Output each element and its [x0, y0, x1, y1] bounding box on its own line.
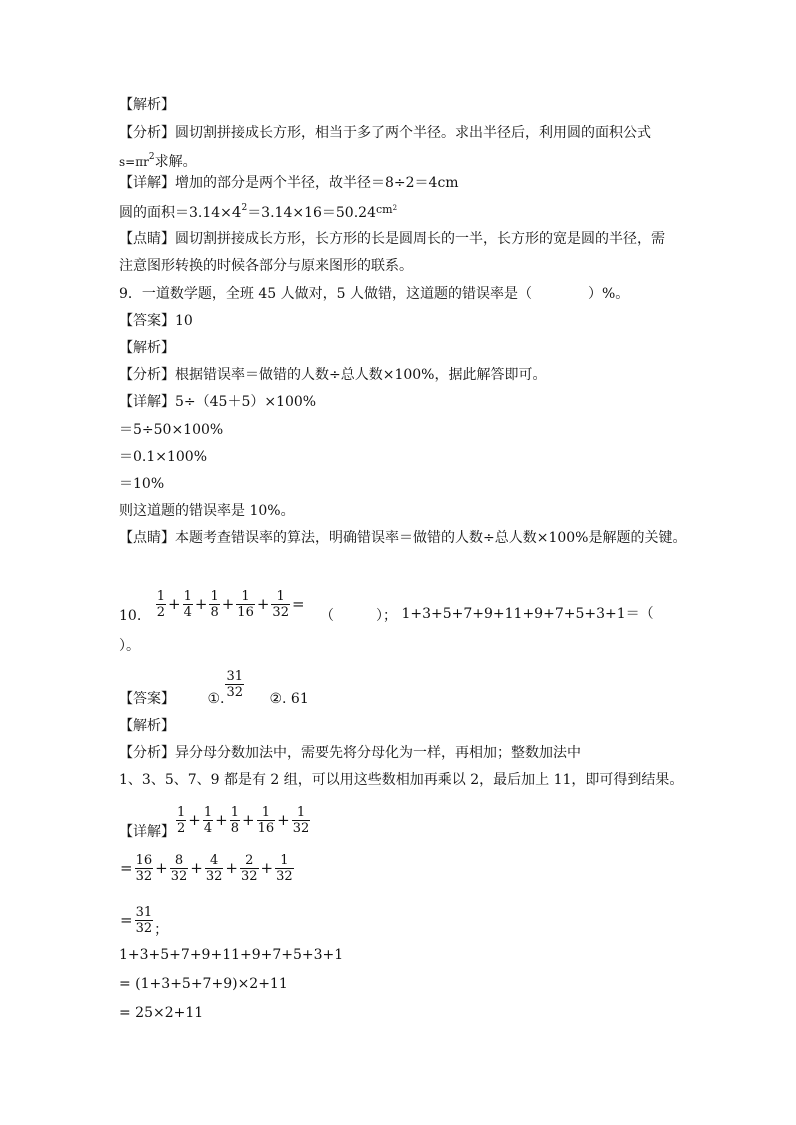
fraction-numerator: 1 [230, 804, 239, 820]
fraction [170, 853, 189, 884]
section-label-analysis-10: 【解析】 [119, 718, 175, 734]
detail-text: 【详解】增加的部分是两个半径，故半径＝8÷2＝4cm [119, 175, 459, 191]
detail-9-step2: ＝0.1×100% [119, 449, 208, 465]
fraction-numerator: 2 [240, 853, 259, 869]
question-9: 9．一道数学题，全班 45 人做对，5 人做错，这道题的错误率是（ ）%。 [119, 286, 630, 302]
answer-10 [119, 664, 309, 707]
fraction [230, 805, 240, 836]
plus-sign: + [242, 811, 255, 829]
fraction-numerator: 1 [275, 853, 294, 869]
fraction-denominator: 32 [272, 604, 289, 620]
fraction-denominator: 4 [183, 604, 192, 620]
plus-sign: + [194, 595, 208, 613]
area-calc-start: 圆的面积＝3.14× [119, 205, 232, 221]
fraction-denominator: 32 [292, 820, 310, 836]
fraction [275, 853, 294, 884]
fraction-denominator: 4 [203, 820, 213, 836]
fraction [205, 853, 224, 884]
fraction [236, 589, 255, 620]
fraction [240, 853, 259, 884]
fraction-denominator: 32 [135, 920, 153, 936]
fraction-numerator: 1 [156, 588, 165, 604]
fraction-numerator: 1 [236, 589, 255, 605]
plus-sign: + [215, 811, 228, 829]
area-exponent: 2 [241, 203, 248, 213]
equals-sign: = [291, 595, 305, 613]
fraction [135, 905, 154, 936]
detail-10-int-step1: = (1+3+5+7+9)×2+11 [119, 976, 288, 992]
answer-part-2: ②. 61 [269, 691, 309, 707]
detail-10-int-expr: 1+3+5+7+9+11+9+7+5+3+1 [119, 947, 344, 963]
fraction-numerator: 4 [205, 853, 224, 869]
fraction-denominator: 32 [240, 868, 258, 884]
fraction-numerator: 1 [271, 589, 290, 605]
area-unit: cm [375, 203, 393, 216]
sum-expression: 1+3+5+7+9+11+9+7+5+3+1＝（ [401, 606, 654, 622]
formula-exponent: 2 [148, 152, 155, 162]
fraction [176, 805, 186, 836]
question-10 [119, 584, 654, 624]
plus-sign: + [168, 595, 181, 613]
fraction [156, 589, 166, 620]
analysis-10-cont: 1、3、5、7、9 都是有 2 组，可以用这些数相加再乘以 2，最后加上 11，即可得到结果。 [119, 772, 684, 788]
plus-sign: + [277, 811, 290, 829]
detail-label: 【详解】 [119, 824, 175, 840]
formula-tail: 求解。 [154, 154, 197, 170]
fraction-denominator: 16 [237, 604, 254, 620]
semicolon: ； [154, 922, 169, 938]
fraction-numerator: 8 [170, 853, 189, 869]
fraction-denominator: 2 [156, 604, 165, 620]
fraction-denominator: 2 [177, 820, 186, 836]
section-label-analysis-9: 【解析】 [119, 340, 175, 356]
detail-10-int-step2: = 25×2+11 [119, 1005, 204, 1021]
fraction-denominator: 8 [230, 820, 239, 836]
comment-text-cont: 注意图形转换的时候各部分与原来图形的联系。 [119, 258, 413, 274]
fraction-denominator: 8 [210, 604, 219, 620]
equals-sign: = [120, 911, 133, 929]
answer-fraction [225, 669, 244, 700]
fraction-numerator: 31 [135, 904, 153, 920]
question-number: 10. [119, 608, 142, 624]
detail-10 [119, 800, 311, 840]
fraction [292, 805, 311, 836]
plus-sign: + [190, 859, 203, 877]
section-label-analysis: 【解析】 [119, 97, 175, 113]
plus-sign: + [155, 859, 168, 877]
formula-text: s=πr [119, 155, 149, 169]
analysis-10: 【分析】异分母分数加法中，需要先将分母化为一样，再相加；整数加法中 [119, 745, 581, 761]
equals-sign: = [120, 859, 133, 877]
comment-text: 【点睛】圆切割拼接成长方形，长方形的长是圆周长的一半，长方形的宽是圆的半径，需 [119, 231, 665, 247]
fraction [257, 805, 276, 836]
detail-10-step1 [119, 848, 295, 888]
fraction-numerator: 1 [210, 588, 219, 604]
fraction-numerator: 1 [257, 805, 276, 821]
fraction-numerator: 1 [183, 588, 192, 604]
analysis-9: 【分析】根据错误率＝做错的人数÷总人数×100%，据此解答即可。 [119, 367, 547, 383]
detail-9-conclusion: 则这道题的错误率是 10%。 [119, 503, 295, 519]
blank-1: （ ）； [320, 608, 397, 624]
detail-9-step1: ＝5÷50×100% [119, 422, 224, 438]
fraction-denominator: 32 [170, 868, 188, 884]
fraction-denominator: 32 [226, 684, 244, 700]
fraction-denominator: 16 [257, 820, 275, 836]
answer-9: 【答案】10 [119, 313, 193, 329]
plus-sign: + [260, 859, 274, 877]
analysis-text: 【分析】圆切割拼接成长方形，相当于多了两个半径。求出半径后，利用圆的面积公式 [119, 125, 651, 141]
area-calculation [119, 203, 397, 224]
circle-area-formula [119, 153, 197, 173]
detail-9-step3: ＝10% [119, 476, 165, 492]
area-unit-exponent: 2 [392, 204, 398, 212]
fraction-denominator: 32 [276, 868, 293, 884]
answer-label: 【答案】 [119, 691, 175, 707]
fraction [209, 589, 219, 620]
fraction-numerator: 1 [292, 805, 311, 821]
detail-9: 【详解】5÷（45＋5）×100% [119, 394, 317, 410]
fraction [271, 589, 290, 620]
detail-10-step2 [119, 900, 168, 940]
fraction-numerator: 31 [226, 668, 244, 684]
comment-9: 【点睛】本题考查错误率的算法，明确错误率＝做错的人数÷总人数×100%是解题的关键。 [119, 530, 687, 546]
area-base: 4 [231, 203, 242, 221]
fraction [135, 853, 154, 884]
plus-sign: + [256, 595, 270, 613]
fraction [183, 589, 193, 620]
answer-part-1: ①. [207, 691, 225, 707]
plus-sign: + [188, 811, 201, 829]
fraction-numerator: 1 [203, 804, 213, 820]
fraction-denominator: 32 [135, 868, 153, 884]
fraction-denominator: 32 [205, 868, 223, 884]
fraction-numerator: 1 [177, 804, 186, 820]
fraction [203, 805, 213, 836]
area-calc-end: ＝3.14×16＝50.24 [247, 205, 376, 221]
plus-sign: + [221, 595, 235, 613]
plus-sign: + [225, 859, 238, 877]
fraction-numerator: 16 [135, 852, 153, 868]
question-10-close: ）。 [119, 638, 140, 654]
